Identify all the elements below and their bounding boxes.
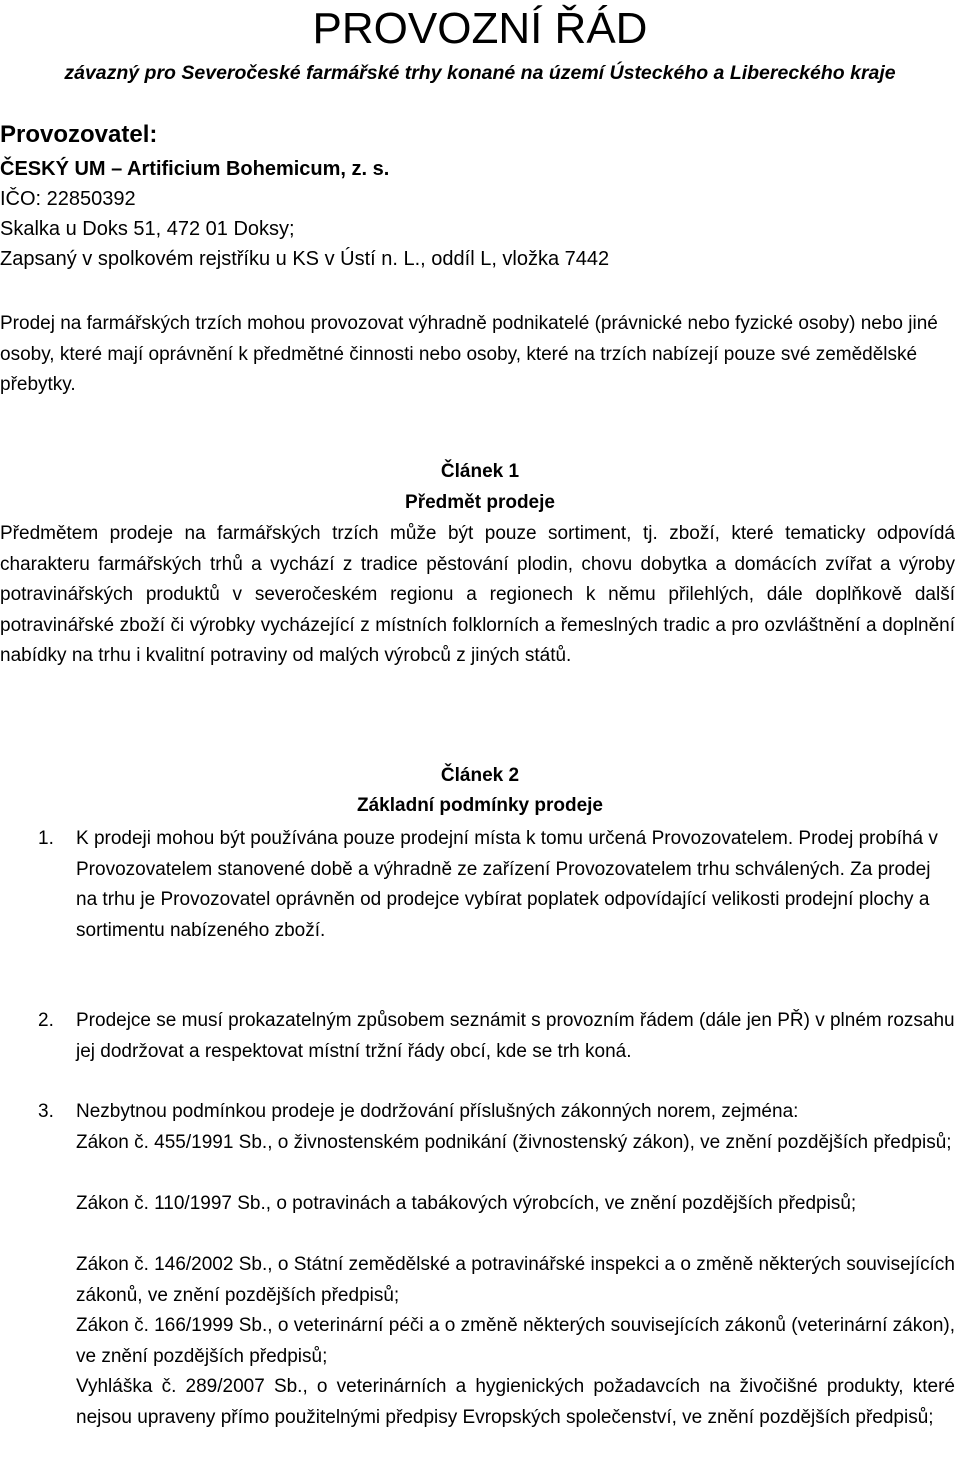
intro-paragraph: Prodej na farmářských trzích mohou provozovat výhradně podnikatelé (právnické nebo fyzické osoby) nebo jiné osoby, které mají oprávnění k předmětné činnosti nebo osoby, které na trzích nabízejí pouze své zemědělské přebytky.: [0, 313, 938, 395]
list-item-text: K prodeji mohou být používána pouze prodejní místa k tomu určená Provozovatelem. Prodej probíhá v Provozovatelem stanovené době a výhradně ze zařízení Provozovatelem trhu schválených. Za prodej na trhu je Provozovatel oprávněn od prodejce vybírat poplatek odpovídající velikosti prodejní plochy a sortimentu nabízeného zboží.: [76, 828, 938, 941]
law-reference: Zákon č. 166/1999 Sb., o veterinární péči a o změně některých souvisejících zákonů (veterinární zákon), ve znění pozdějších předpisů;: [76, 1315, 955, 1367]
article-2-number: Článek 2: [440, 765, 520, 786]
law-reference: Zákon č. 110/1997 Sb., o potravinách a tabákových výrobcích, ve znění pozdějších předpisů;: [76, 1193, 857, 1214]
law-reference: Zákon č. 455/1991 Sb., o živnostenském podnikání (živnostenský zákon), ve znění pozdějších předpisů;: [76, 1132, 952, 1153]
list-item-number: 2.: [38, 1010, 54, 1031]
list-item-number: 1.: [38, 828, 54, 849]
article-2-heading: Základní podmínky prodeje: [357, 795, 603, 816]
law-reference: Zákon č. 146/2002 Sb., o Státní zemědělské a potravinářské inspekci a o změně některých souvisejících zákonů, ve znění pozdějších předpisů;: [76, 1254, 955, 1306]
document-title: PROVOZNÍ ŘÁD: [312, 4, 648, 53]
law-reference: Vyhláška č. 289/2007 Sb., o veterinárních a hygienických požadavcích na živočišné produkty, které nejsou upraveny přímo použitelnými předpisy Evropských společenství, ve znění pozdějších předpisů;: [76, 1376, 955, 1428]
operator-name: ČESKÝ UM – Artificium Bohemicum, z. s.: [0, 158, 390, 180]
operator-address: Skalka u Doks 51, 472 01 Doksy;: [0, 218, 295, 240]
list-item-number: 3.: [38, 1101, 54, 1122]
article-1-number: Článek 1: [440, 461, 520, 482]
document-subtitle: závazný pro Severočeské farmářské trhy konané na území Ústeckého a Libereckého kraje: [64, 62, 896, 84]
operator-ico: IČO: 22850392: [0, 188, 136, 210]
article-1-text: Předmětem prodeje na farmářských trzích může být pouze sortiment, tj. zboží, které tematicky odpovídá charakteru farmářských trhů a vychází z tradice pěstování plodin, chovu dobytka a domácích zvířat a výroby potravinářských produktů v severočeském regionu a regionech k němu přilehlých, dále doplňkově další potravinářské zboží či výrobky vycházející z místních folklorních a řemeslných tradic a pro ozvláštnění a doplnění nabídky na trhu i kvalitní potraviny od malých výrobců z jiných států.: [0, 523, 955, 666]
list-item-text: Nezbytnou podmínkou prodeje je dodržování příslušných zákonných norem, zejména:: [76, 1101, 799, 1122]
operator-register: Zapsaný v spolkovém rejstříku u KS v Ústí n. L., oddíl L, vložka 7442: [0, 248, 610, 270]
article-1-heading: Předmět prodeje: [405, 492, 555, 513]
list-item-text: Prodejce se musí prokazatelným způsobem seznámit s provozním řádem (dále jen PŘ) v plném rozsahu jej dodržovat a respektovat místní tržní řády obcí, kde se trh koná.: [76, 1010, 955, 1062]
operator-heading: Provozovatel:: [0, 121, 158, 148]
operator-block: [0, 120, 960, 274]
